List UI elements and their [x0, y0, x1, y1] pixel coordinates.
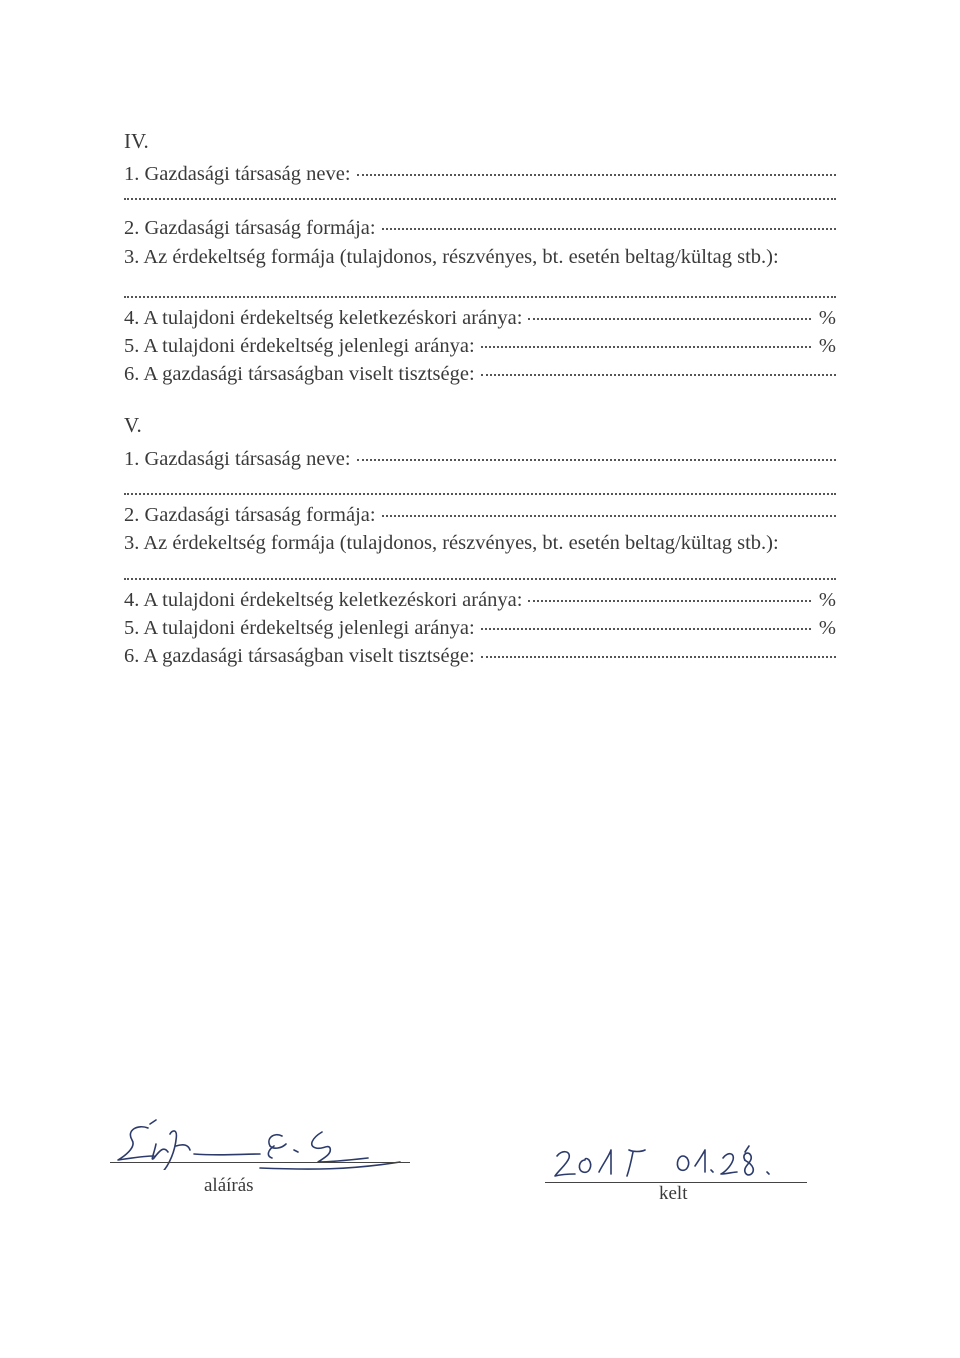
- section-iv-initial-share-label: 4. A tulajdoni érdekeltség keletkezéskori aránya:: [124, 307, 523, 329]
- section-v-interest-form-field[interactable]: [124, 578, 836, 580]
- section-v-interest-form-row: [124, 530, 836, 556]
- section-iv-company-name-label: 1. Gazdasági társaság neve:: [124, 163, 351, 185]
- fill-dots: [481, 346, 811, 348]
- section-v-company-name-field[interactable]: [124, 446, 836, 472]
- fill-dots: [481, 374, 836, 376]
- section-v-company-name-label: 1. Gazdasági társaság neve:: [124, 448, 351, 470]
- section-v-position-label: 6. A gazdasági társaságban viselt tisztsége:: [124, 645, 475, 667]
- fill-dots: [528, 318, 810, 320]
- section-v-current-share-label: 5. A tulajdoni érdekeltség jelenlegi aránya:: [124, 617, 475, 639]
- section-iv-position-field[interactable]: [124, 361, 836, 387]
- section-v-position-field[interactable]: [124, 643, 836, 669]
- signature-line: [110, 1162, 410, 1163]
- section-v-initial-share-field[interactable]: [124, 587, 836, 613]
- signature-caption: aláírás: [204, 1175, 254, 1196]
- section-iv-interest-form-label: 3. Az érdekeltség formája (tulajdonos, részvényes, bt. esetén beltag/kültag stb.):: [124, 246, 779, 268]
- fill-dots: [481, 628, 811, 630]
- section-v-interest-form-label: 3. Az érdekeltség formája (tulajdonos, részvényes, bt. esetén beltag/kültag stb.):: [124, 532, 779, 554]
- percent-sign: %: [818, 617, 836, 639]
- percent-sign: %: [818, 589, 836, 611]
- section-v-company-form-label: 2. Gazdasági társaság formája:: [124, 504, 376, 526]
- section-iv-interest-form-field[interactable]: [124, 296, 836, 298]
- percent-sign: %: [818, 307, 836, 329]
- section-v-current-share-field[interactable]: [124, 615, 836, 641]
- section-iv-current-share-label: 5. A tulajdoni érdekeltség jelenlegi aránya:: [124, 335, 475, 357]
- section-iv-current-share-field[interactable]: [124, 333, 836, 359]
- fill-dots: [382, 228, 836, 230]
- section-v-initial-share-label: 4. A tulajdoni érdekeltség keletkezéskori aránya:: [124, 589, 523, 611]
- section-iv-company-form-field[interactable]: [124, 215, 836, 241]
- section-v-heading: V.: [124, 413, 142, 437]
- section-v-company-name-continuation[interactable]: [124, 493, 836, 495]
- section-iv-position-label: 6. A gazdasági társaságban viselt tisztsége:: [124, 363, 475, 385]
- date-block[interactable]: [545, 1130, 807, 1220]
- section-iv-company-form-label: 2. Gazdasági társaság formája:: [124, 217, 376, 239]
- fill-dots: [528, 600, 810, 602]
- section-iv-company-name-field[interactable]: [124, 161, 836, 187]
- fill-dots: [382, 515, 836, 517]
- handwritten-signature: [110, 1110, 410, 1170]
- date-caption: kelt: [659, 1183, 688, 1204]
- fill-dots: [357, 174, 836, 176]
- fill-dots: [357, 459, 836, 461]
- percent-sign: %: [818, 335, 836, 357]
- section-iv-initial-share-field[interactable]: [124, 305, 836, 331]
- fill-dots: [481, 656, 836, 658]
- signature-block[interactable]: [110, 1110, 410, 1220]
- section-iv-heading: IV.: [124, 129, 149, 153]
- section-v-company-form-field[interactable]: [124, 502, 836, 528]
- section-iv-interest-form-row: [124, 244, 836, 270]
- section-iv-company-name-continuation[interactable]: [124, 198, 836, 200]
- handwritten-date: [545, 1130, 807, 1186]
